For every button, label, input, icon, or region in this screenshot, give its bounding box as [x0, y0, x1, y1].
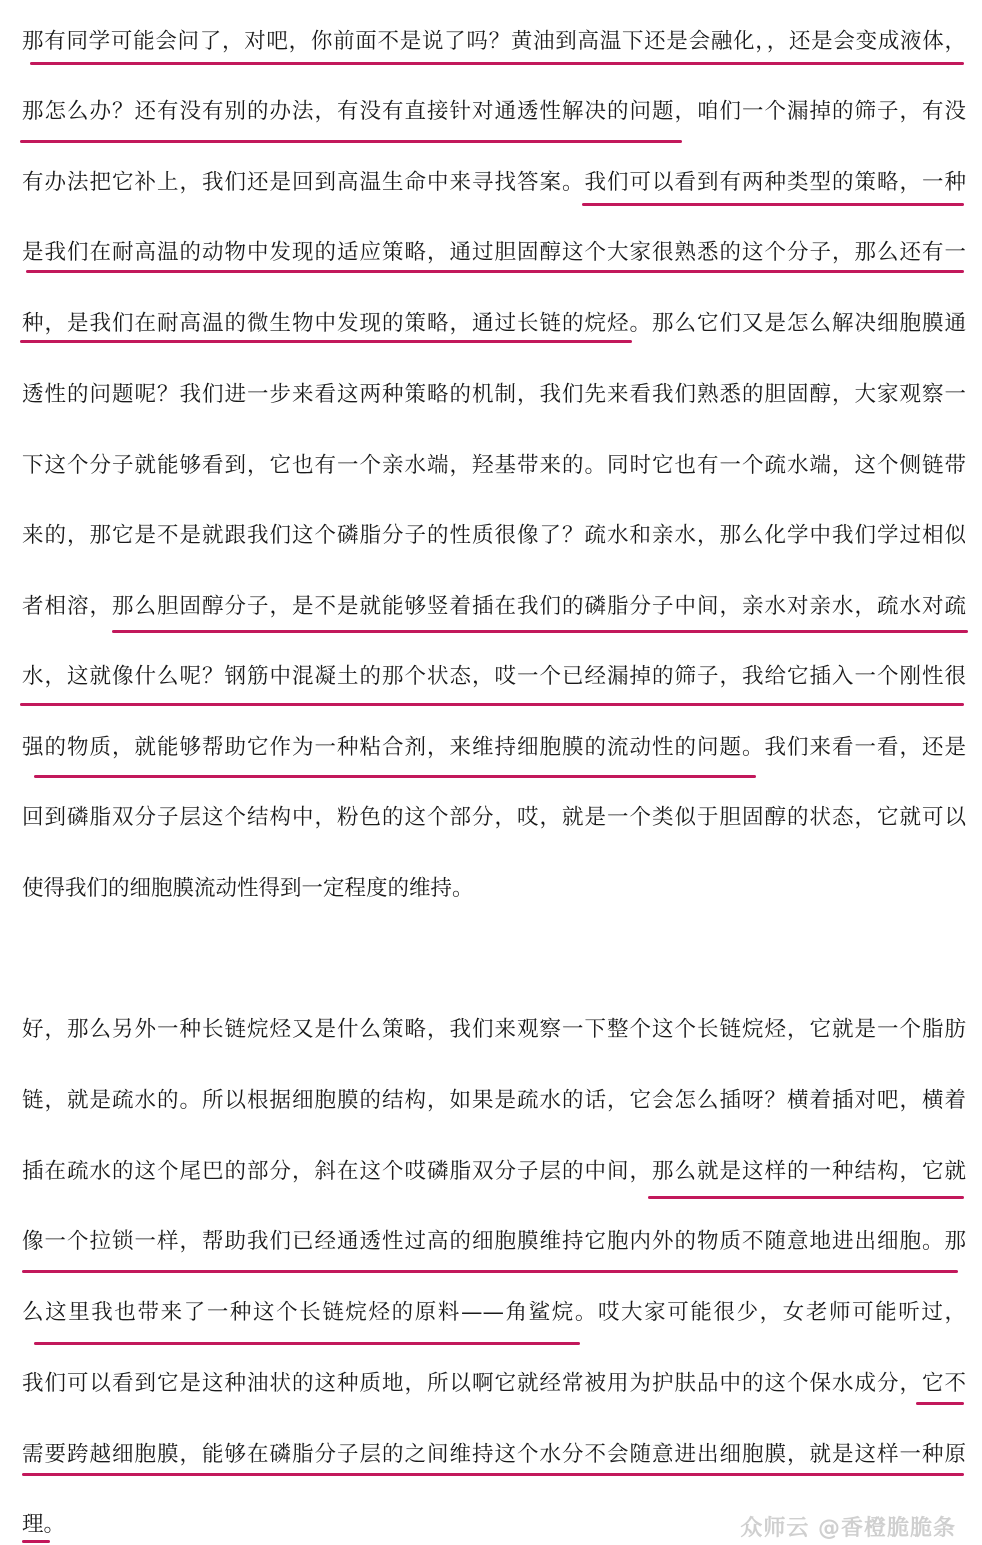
- text-line: 强的物质，就能够帮助它作为一种粘合剂，来维持细胞膜的流动性的问题。我们来看一看，还是: [22, 735, 966, 760]
- text-line: 来的，那它是不是就跟我们这个磷脂分子的性质很像了？疏水和亲水，那么化学中我们学过相似: [22, 523, 966, 548]
- highlight-underline: [582, 203, 964, 206]
- highlight-underline: [26, 270, 964, 273]
- text-line: 下这个分子就能够看到，它也有一个亲水端，羟基带来的。同时它也有一个疏水端，这个侧链带: [22, 453, 966, 478]
- text-line: 插在疏水的这个尾巴的部分，斜在这个哎磷脂双分子层的中间，那么就是这样的一种结构，它就: [22, 1159, 966, 1184]
- text-line: 水，这就像什么呢？钢筋中混凝土的那个状态，哎一个已经漏掉的筛子，我给它插入一个刚性很: [22, 664, 966, 689]
- highlight-underline: [20, 340, 632, 343]
- highlight-underline: [34, 775, 756, 778]
- text-line: 我们可以看到它是这种油状的这种质地，所以啊它就经常被用为护肤品中的这个保水成分，它不: [22, 1371, 966, 1396]
- highlight-underline: [112, 630, 968, 633]
- highlight-underline: [22, 1473, 964, 1476]
- highlight-underline: [22, 1540, 50, 1543]
- text-line: 理。: [22, 1512, 66, 1537]
- text-line: 使得我们的细胞膜流动性得到一定程度的维持。: [22, 876, 474, 901]
- watermark: 众师云 @香橙脆脆条: [740, 1516, 956, 1541]
- text-line: 回到磷脂双分子层这个结构中，粉色的这个部分，哎，就是一个类似于胆固醇的状态，它就可以: [22, 805, 966, 830]
- highlight-underline: [20, 703, 964, 706]
- highlight-underline: [916, 1402, 964, 1405]
- text-line: 需要跨越细胞膜，能够在磷脂分子层的之间维持这个水分不会随意进出细胞膜，就是这样一种原: [22, 1442, 966, 1467]
- text-line: 是我们在耐高温的动物中发现的适应策略，通过胆固醇这个大家很熟悉的这个分子，那么还有一: [22, 240, 966, 265]
- text-line: 么这里我也带来了一种这个长链烷烃的原料——角鲨烷。哎大家可能很少，女老师可能听过，: [22, 1300, 966, 1325]
- text-line: 种，是我们在耐高温的微生物中发现的策略，通过长链的烷烃。那么它们又是怎么解决细胞膜通: [22, 311, 966, 336]
- text-line: 像一个拉锁一样，帮助我们已经通透性过高的细胞膜维持它胞内外的物质不随意地进出细胞。那: [22, 1229, 966, 1254]
- text-line: 那有同学可能会问了，对吧，你前面不是说了吗？黄油到高温下还是会融化，，还是会变成液体，: [22, 29, 966, 54]
- highlight-underline: [22, 1270, 958, 1273]
- text-line: 有办法把它补上，我们还是回到高温生命中来寻找答案。我们可以看到有两种类型的策略，一种: [22, 170, 966, 195]
- text-line: 者相溶，那么胆固醇分子，是不是就能够竖着插在我们的磷脂分子中间，亲水对亲水，疏水对疏: [22, 594, 966, 619]
- text-line: 好，那么另外一种长链烷烃又是什么策略，我们来观察一下整个这个长链烷烃，它就是一个脂肪: [22, 1017, 966, 1042]
- highlight-underline: [34, 1342, 580, 1345]
- text-line: 透性的问题呢？我们进一步来看这两种策略的机制，我们先来看我们熟悉的胆固醇，大家观察一: [22, 382, 966, 407]
- highlight-underline: [20, 140, 682, 143]
- highlight-underline: [648, 1196, 964, 1199]
- text-line: 那怎么办？还有没有别的办法，有没有直接针对通透性解决的问题，咱们一个漏掉的筛子，有没: [22, 99, 966, 124]
- text-line: 链，就是疏水的。所以根据细胞膜的结构，如果是疏水的话，它会怎么插呀？横着插对吧，横着: [22, 1088, 966, 1113]
- highlight-underline: [30, 62, 964, 65]
